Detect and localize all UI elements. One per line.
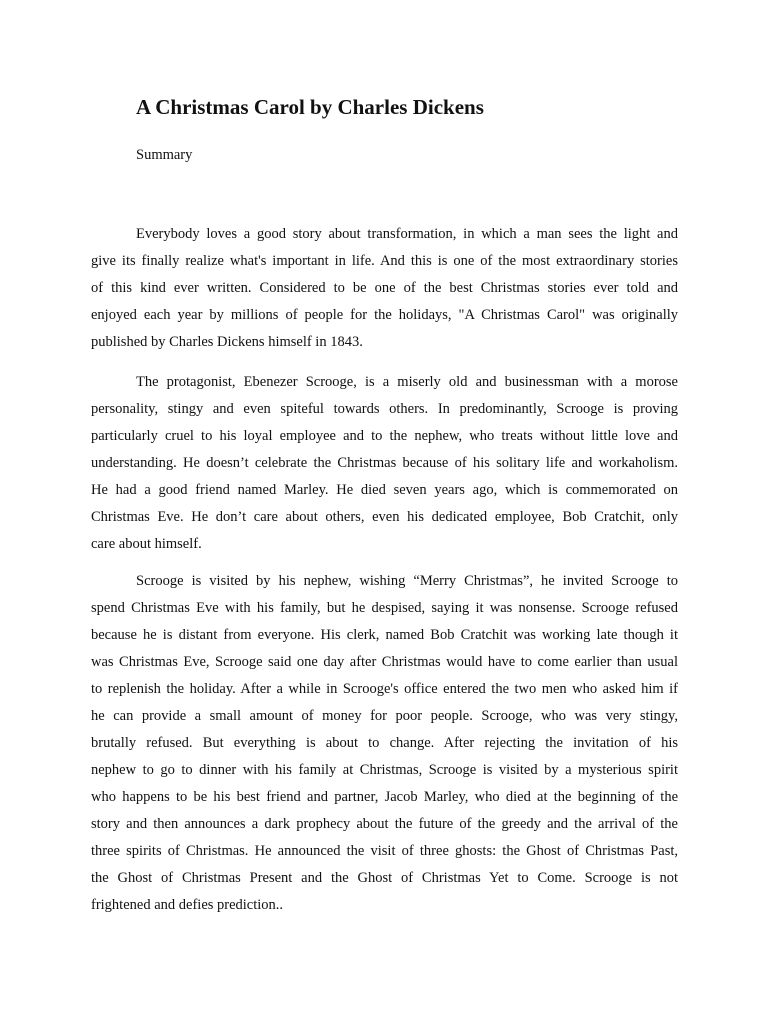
paragraph-line: three spirits of Christmas. He announced the visit of three ghosts: the Ghost of Christmas Past, [91, 843, 678, 859]
paragraph-line: story and then announces a dark prophecy about the future of the greedy and the arrival of the [91, 816, 678, 832]
paragraph-line: published by Charles Dickens himself in 1843. [91, 334, 363, 350]
paragraph-line: give its finally realize what's important in life. And this is one of the most extraordinary stories [91, 253, 678, 269]
paragraph-line: enjoyed each year by millions of people for the holidays, "A Christmas Carol" was originally [91, 307, 678, 323]
paragraph-line: was Christmas Eve, Scrooge said one day after Christmas would have to come earlier than usual [91, 654, 678, 670]
paragraph-line: Christmas Eve. He don’t care about others, even his dedicated employee, Bob Cratchit, only [91, 509, 678, 525]
paragraph-line: care about himself. [91, 536, 202, 552]
paragraph-line: because he is distant from everyone. His clerk, named Bob Cratchit was working late though it [91, 627, 678, 643]
paragraph-line: the Ghost of Christmas Present and the Ghost of Christmas Yet to Come. Scrooge is not [91, 870, 678, 886]
paragraph-line: to replenish the holiday. After a while in Scrooge's office entered the two men who asked him if [91, 681, 678, 697]
paragraph-line: particularly cruel to his loyal employee and to the nephew, who treats without little love and [91, 428, 678, 444]
paragraph-line: He had a good friend named Marley. He died seven years ago, which is commemorated on [91, 482, 678, 498]
paragraph-line: Scrooge is visited by his nephew, wishing “Merry Christmas”, he invited Scrooge to [136, 573, 678, 589]
paragraph-line: understanding. He doesn’t celebrate the Christmas because of his solitary life and workaholism. [91, 455, 678, 471]
paragraph-line: Everybody loves a good story about transformation, in which a man sees the light and [136, 226, 678, 242]
paragraph-line: nephew to go to dinner with his family at Christmas, Scrooge is visited by a mysterious spirit [91, 762, 678, 778]
paragraph-line: spend Christmas Eve with his family, but he despised, saying it was nonsense. Scrooge refused [91, 600, 678, 616]
paragraph-line: he can provide a small amount of money for poor people. Scrooge, who was very stingy, [91, 708, 678, 724]
paragraph-line: The protagonist, Ebenezer Scrooge, is a miserly old and businessman with a morose [136, 374, 678, 390]
paragraph-line: brutally refused. But everything is about to change. After rejecting the invitation of his [91, 735, 678, 751]
paragraph-line: frightened and defies prediction.. [91, 897, 284, 913]
paragraph-line: who happens to be his best friend and partner, Jacob Marley, who died at the beginning of the [91, 789, 678, 805]
paragraph-line: personality, stingy and even spiteful towards others. In predominantly, Scrooge is proving [91, 401, 678, 417]
document-subtitle: Summary [136, 147, 193, 163]
paragraph-line: of this kind ever written. Considered to be one of the best Christmas stories ever told and [91, 280, 678, 296]
document-title: A Christmas Carol by Charles Dickens [136, 95, 484, 119]
